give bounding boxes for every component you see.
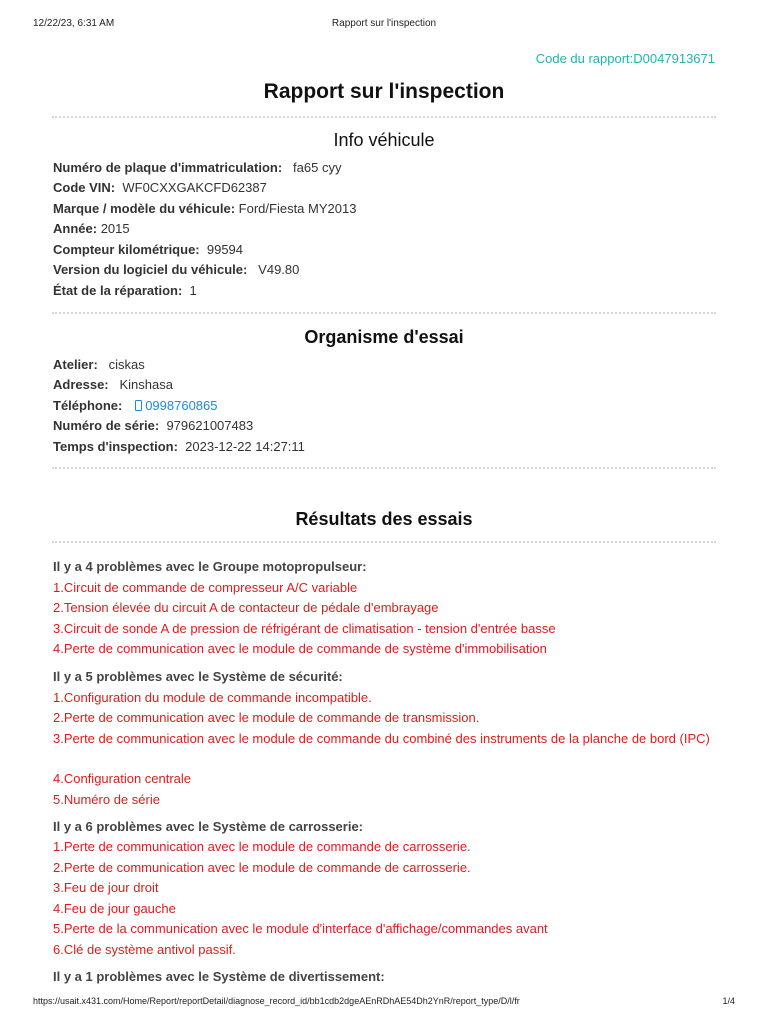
issue-item: 6.Clé de système antivol passif. — [53, 942, 236, 957]
vehicle-field-plate: Numéro de plaque d'immatriculation: fa65 cyy — [53, 160, 342, 175]
vehicle-field-vin: Code VIN: WF0CXXGAKCFD62387 — [53, 180, 267, 195]
print-datetime: 12/22/23, 6:31 AM — [33, 18, 115, 29]
page-title: Rapport sur l'inspection — [263, 80, 505, 103]
group-header-safety: Il y a 5 problèmes avec le Système de sécurité: — [53, 669, 343, 684]
divider — [52, 116, 716, 118]
org-field-inspection-time: Temps d'inspection: 2023-12-22 14:27:11 — [53, 439, 305, 454]
report-code-value: D0047913671 — [633, 51, 715, 66]
issue-item: 3.Feu de jour droit — [53, 880, 159, 895]
issue-item: 1.Circuit de commande de compresseur A/C variable — [53, 580, 358, 595]
print-footer — [33, 996, 735, 1010]
org-field-phone: Téléphone: 0998760865 — [53, 398, 218, 413]
page-number: 1/4 — [722, 996, 735, 1006]
vehicle-info-heading: Info véhicule — [333, 130, 435, 150]
issue-item: 3.Circuit de sonde A de pression de réfrigérant de climatisation - tension d'entrée basse — [53, 621, 556, 636]
vehicle-field-model: Marque / modèle du véhicule: Ford/Fiesta MY2013 — [53, 201, 357, 216]
phone-link[interactable]: 0998760865 — [145, 398, 218, 413]
divider — [52, 541, 716, 543]
group-header-powertrain: Il y a 4 problèmes avec le Groupe motopropulseur: — [53, 559, 367, 574]
issue-item: 5.Perte de la communication avec le module d'interface d'affichage/commandes avant — [53, 921, 548, 936]
vehicle-field-odometer: Compteur kilométrique: 99594 — [53, 242, 244, 257]
org-field-workshop: Atelier: ciskas — [53, 357, 145, 372]
vehicle-field-software: Version du logiciel du véhicule: V49.80 — [53, 262, 300, 277]
divider — [52, 312, 716, 314]
report-code — [536, 51, 715, 66]
issue-item: 4.Configuration centrale — [53, 771, 192, 786]
divider — [52, 467, 716, 469]
issue-item: 1.Perte de communication avec le module de commande de carrosserie. — [53, 839, 471, 854]
print-header — [33, 18, 735, 32]
vehicle-field-repair-state: État de la réparation: 1 — [53, 283, 197, 298]
issue-item: 3.Perte de communication avec le module de commande du combiné des instruments de la planche de bord (IPC) — [53, 731, 710, 746]
issue-item: 2.Perte de communication avec le module de commande de carrosserie. — [53, 860, 471, 875]
issue-item: 5.Numéro de série — [53, 792, 160, 807]
vehicle-field-year: Année: 2015 — [53, 221, 130, 236]
print-title: Rapport sur l'inspection — [331, 18, 437, 29]
page-url: https://usait.x431.com/Home/Report/reportDetail/diagnose_record_id/bb1cdb2dgeAEnRDhAE54Dh2YnR/report_type/D/l/fr — [33, 996, 520, 1006]
issue-item: 4.Feu de jour gauche — [53, 901, 176, 916]
report-code-label: Code du rapport: — [535, 51, 634, 66]
organisation-heading: Organisme d'essai — [304, 327, 464, 347]
org-field-address: Adresse: Kinshasa — [53, 377, 173, 392]
issue-item: 2.Tension élevée du circuit A de contacteur de pédale d'embrayage — [53, 600, 439, 615]
issue-item: 1.Configuration du module de commande incompatible. — [53, 690, 372, 705]
results-heading: Résultats des essais — [295, 509, 473, 529]
phone-icon — [135, 400, 142, 411]
issue-item: 2.Perte de communication avec le module de commande de transmission. — [53, 710, 480, 725]
issue-item: 4.Perte de communication avec le module de commande de système d'immobilisation — [53, 641, 547, 656]
org-field-serial: Numéro de série: 979621007483 — [53, 418, 254, 433]
group-header-entertainment: Il y a 1 problèmes avec le Système de divertissement: — [53, 969, 385, 984]
group-header-body: Il y a 6 problèmes avec le Système de carrosserie: — [53, 819, 364, 834]
